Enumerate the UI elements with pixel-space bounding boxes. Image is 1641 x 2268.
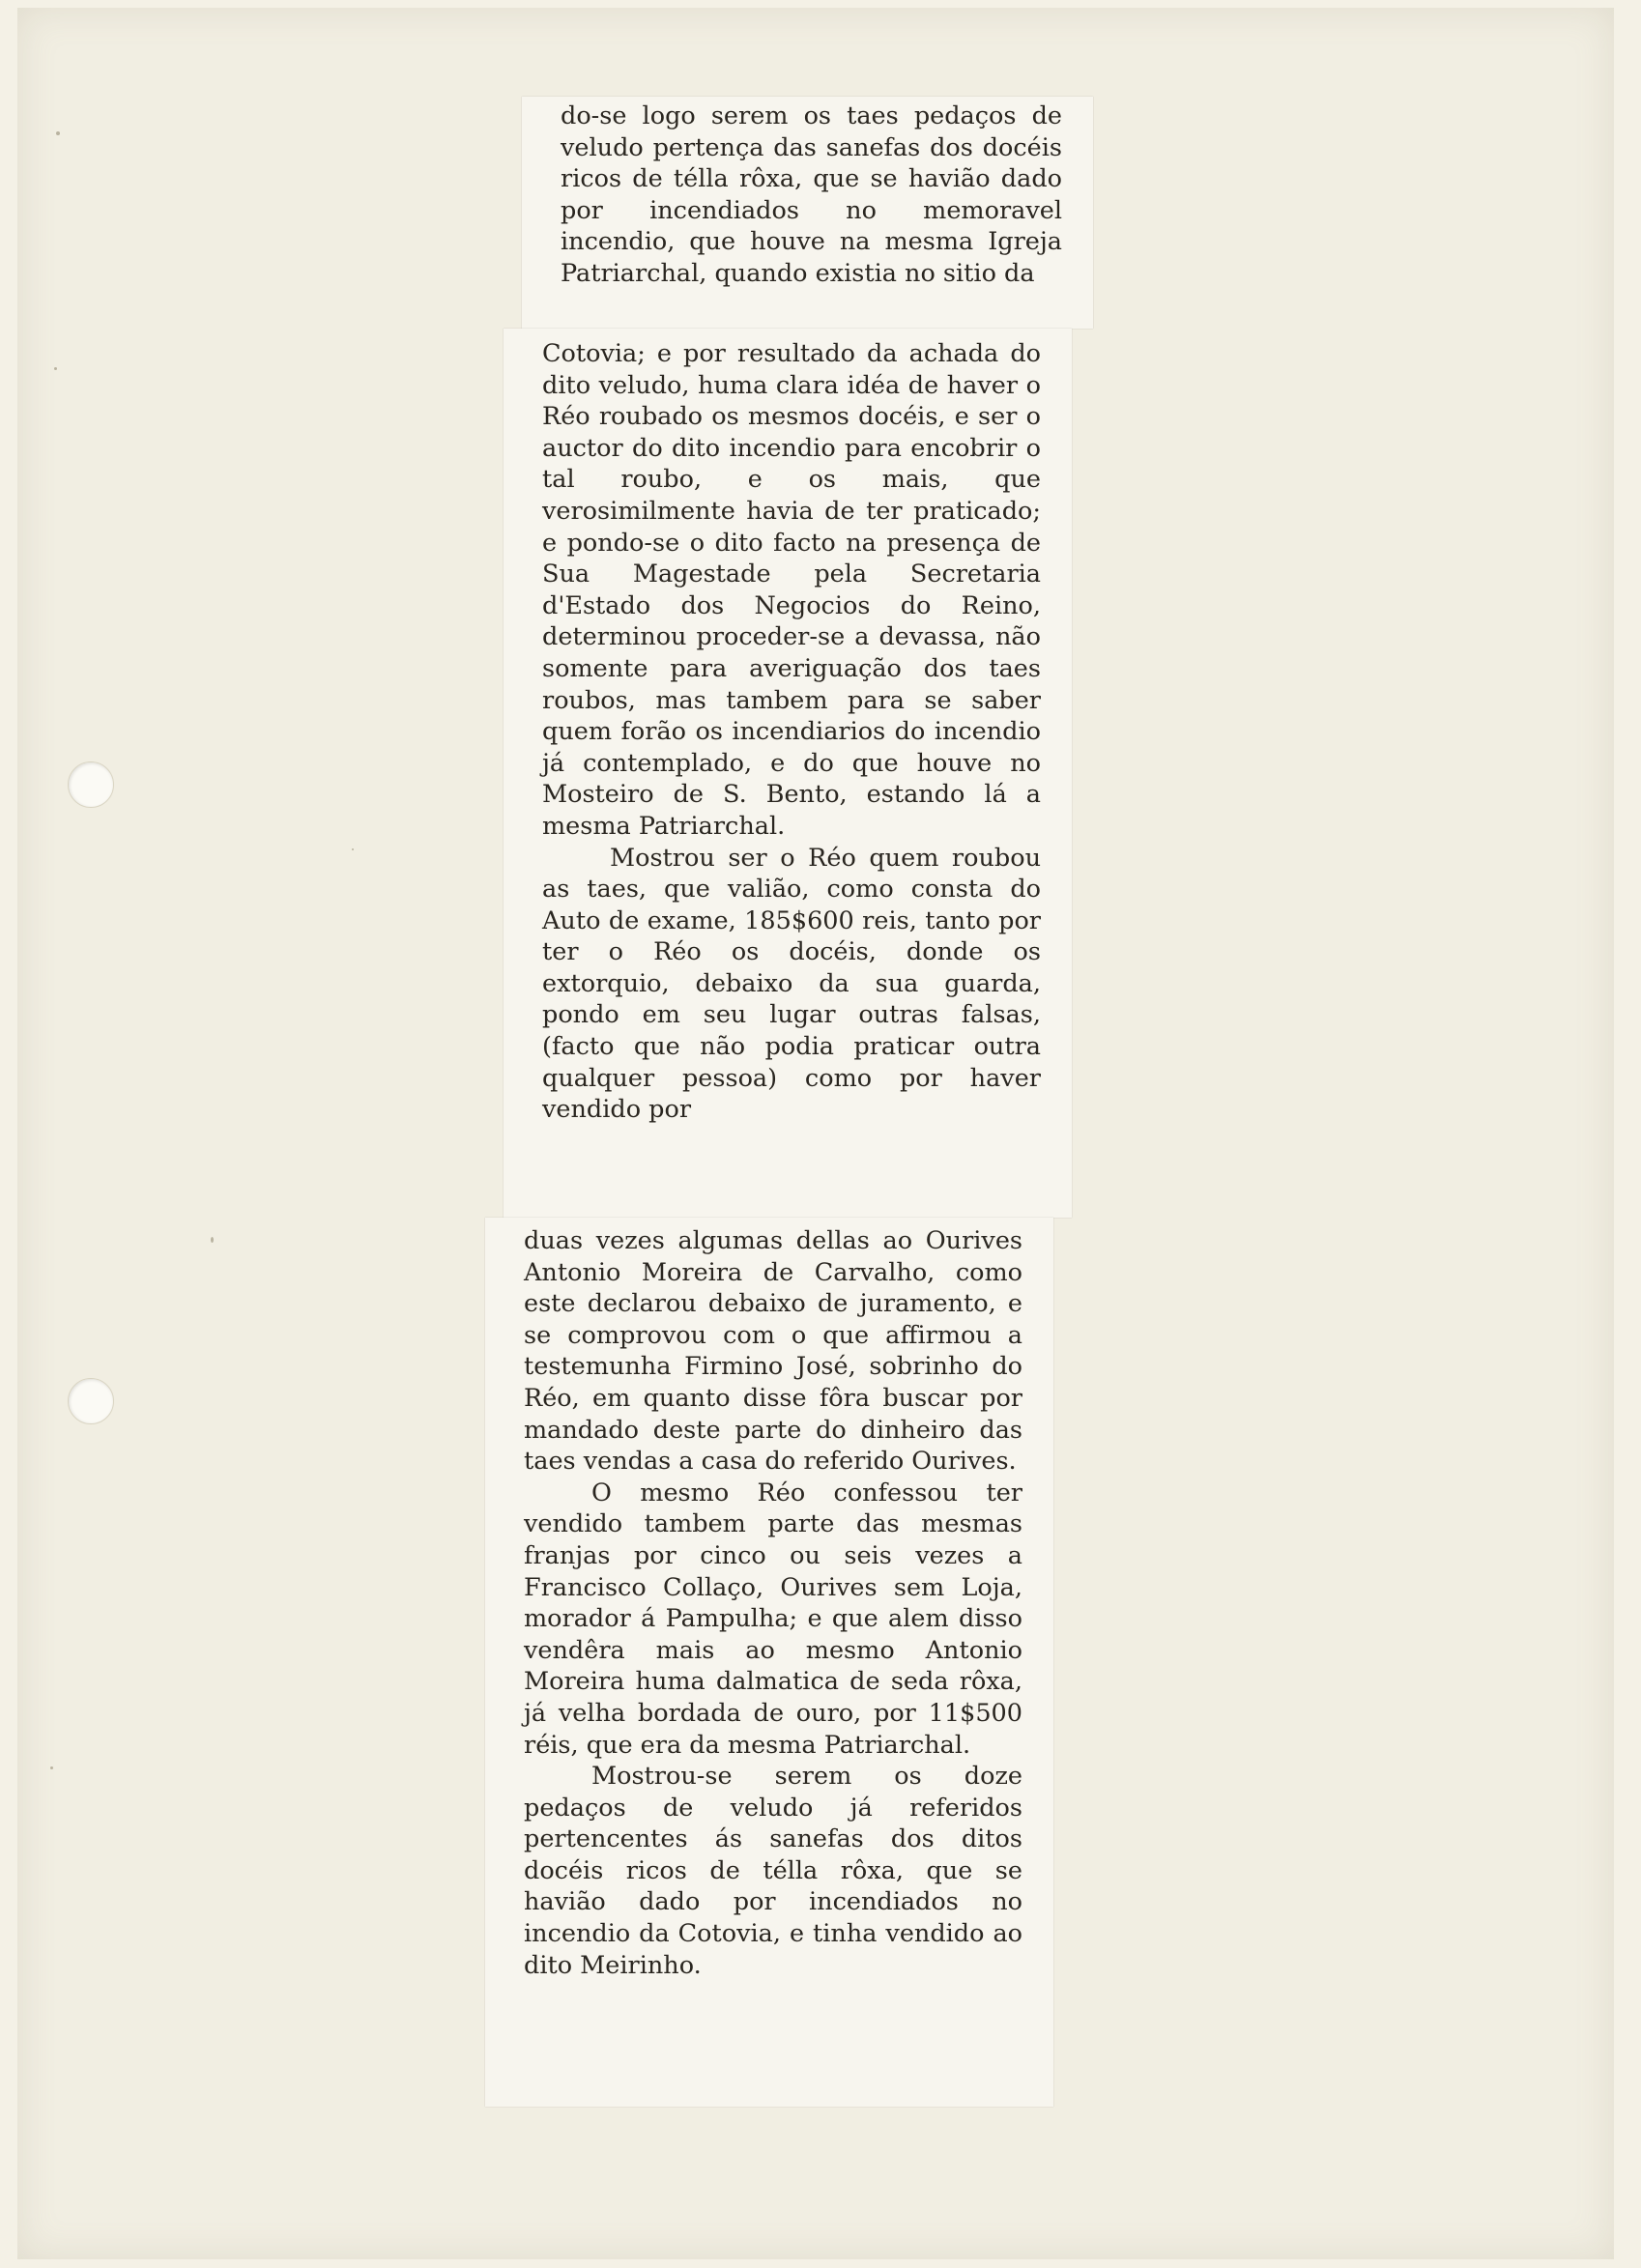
paragraph: do-se logo serem os taes pedaços de veludo pertença das sanefas dos docéis ricos de téllа rôxa, que se havião dado por incendiados no memoravel incendio, que houve na mesma Igreja Patriarchal, quando existia no sitio da — [561, 101, 1062, 288]
paper-speck — [56, 131, 60, 135]
album-page — [17, 8, 1614, 2259]
clipping-text-column — [561, 100, 1062, 290]
binder-hole-top — [68, 761, 114, 808]
paragraph: O mesmo Réo confessou ter vendido tambem parte das mesmas franjas por cinco ou seis vezes a Francisco Collaço, Ourives sem Loja, morador á Pampulha; e que alem disso vendêra mais ao mesmo Antonio Moreira huma dalmatica de seda rôxa, já velha bordada de ouro, por 11$500 réis, que era da mesma Patriarchal. — [524, 1478, 1022, 1760]
paragraph: Mostrou ser o Réo quem roubou as taes, que valião, como consta do Auto de exame, 185$600 reis, tanto por ter o Réo os docéis, donde os extorquio, debaixo da sua guarda, pondo em seu lugar outras falsas, (facto que não podia praticar outra qualquer pessoa) como por haver vendido por — [542, 843, 1041, 1125]
paper-speck — [50, 1766, 53, 1769]
binder-hole-bottom — [68, 1378, 114, 1424]
paper-speck — [54, 367, 57, 370]
paragraph: Mostrou-se serem os doze pedaços de veludo já referidos pertencentes ás sanefas dos ditos docéis ricos de téllа rôxa, que se havião dado por incendiados no incendio da Cotovia, e tinha vendido ao dito Meirinho. — [524, 1762, 1022, 1980]
paragraph: duas vezes algumas dellas ao Ourives Antonio Moreira de Carvalho, como este declarou debaixo de juramento, e se comprovou com o que affirmou a testemunha Firmino José, sobrinho do Réo, em quanto disse fôra buscar por mandado deste parte do dinheiro das taes vendas a casa do referido Ourives. — [524, 1226, 1022, 1477]
paper-speck — [211, 1237, 214, 1243]
clipping-text-column — [524, 1225, 1022, 1981]
clipping-text-column — [542, 338, 1041, 1126]
newspaper-clipping-piece-3 — [485, 1218, 1053, 2107]
newspaper-clipping-piece-1 — [522, 97, 1093, 329]
paragraph: Cotovia; e por resultado da achada do dito veludo, huma clara idéa de haver o Réo roubado os mesmos docéis, e ser o auctor do dito incendio para encobrir o tal roubo, e os mais, que verosimilmente havia de ter praticado; e pondo-se o dito facto na presença de Sua Magestade pela Secretaria d'Estado dos Negocios do Reino, determinou proceder-se a devassa, não somente para averiguação dos taes roubos, mas tambem para se saber quem forão os incendiarios do incendio já contemplado, e do que houve no Mosteiro de S. Bento, estando lá a mesma Patriarchal. — [542, 339, 1041, 841]
newspaper-clipping-piece-2 — [504, 329, 1072, 1218]
paper-speck — [352, 848, 354, 850]
